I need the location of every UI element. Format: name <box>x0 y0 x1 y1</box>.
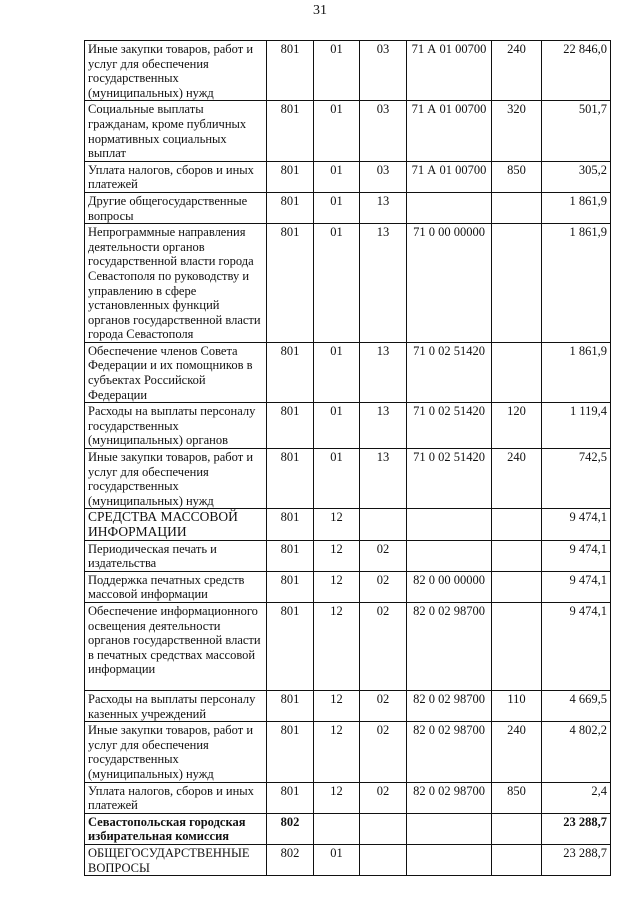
page-number: 31 <box>313 3 327 18</box>
table-row <box>85 342 611 402</box>
row-csr: 82 0 00 00000 <box>407 571 492 602</box>
row-sum: 305,2 <box>542 161 611 192</box>
row-ved: 801 <box>267 41 314 101</box>
row-csr <box>407 844 492 875</box>
row-rz: 01 <box>314 192 360 223</box>
row-pr: 02 <box>360 722 407 782</box>
row-name: Расходы на выплаты персоналу государственных (муниципальных) органов <box>85 403 267 449</box>
row-pr: 02 <box>360 540 407 571</box>
row-rz: 12 <box>314 571 360 602</box>
row-name: СРЕДСТВА МАССОВОЙ ИНФОРМАЦИИ <box>85 509 267 540</box>
row-pr: 02 <box>360 782 407 813</box>
row-vr: 320 <box>492 101 542 161</box>
row-pr: 13 <box>360 342 407 402</box>
table-row <box>85 41 611 101</box>
row-rz: 01 <box>314 449 360 509</box>
row-rz: 12 <box>314 722 360 782</box>
row-ved: 801 <box>267 782 314 813</box>
row-rz: 12 <box>314 540 360 571</box>
row-name: Обеспечение информационного освещения деятельности органов государственной власти в печатных средствах массовой информации <box>85 602 267 690</box>
row-rz: 12 <box>314 602 360 690</box>
budget-table <box>84 40 611 876</box>
row-name: Обеспечение членов Совета Федерации и их помощников в субъектах Российской Федерации <box>85 342 267 402</box>
row-csr: 71 0 02 51420 <box>407 403 492 449</box>
row-name: Иные закупки товаров, работ и услуг для обеспечения государственных (муниципальных) нужд <box>85 41 267 101</box>
row-pr: 02 <box>360 571 407 602</box>
row-csr: 82 0 02 98700 <box>407 690 492 721</box>
table-row <box>85 192 611 223</box>
row-sum: 4 802,2 <box>542 722 611 782</box>
row-sum: 22 846,0 <box>542 41 611 101</box>
row-rz: 01 <box>314 342 360 402</box>
table-row <box>85 101 611 161</box>
row-sum: 1 861,9 <box>542 192 611 223</box>
row-ved: 801 <box>267 192 314 223</box>
row-vr <box>492 571 542 602</box>
row-vr <box>492 813 542 844</box>
table-row <box>85 540 611 571</box>
row-pr: 02 <box>360 602 407 690</box>
row-pr: 02 <box>360 690 407 721</box>
row-csr: 71 0 02 51420 <box>407 342 492 402</box>
table-row <box>85 722 611 782</box>
row-sum: 9 474,1 <box>542 509 611 540</box>
row-csr: 82 0 02 98700 <box>407 782 492 813</box>
table-row <box>85 224 611 343</box>
table-row <box>85 403 611 449</box>
row-name: Расходы на выплаты персоналу казенных учреждений <box>85 690 267 721</box>
row-vr: 240 <box>492 722 542 782</box>
row-ved: 802 <box>267 844 314 875</box>
row-name: Уплата налогов, сборов и иных платежей <box>85 161 267 192</box>
row-name: ОБЩЕГОСУДАРСТВЕННЫЕ ВОПРОСЫ <box>85 844 267 875</box>
row-vr <box>492 602 542 690</box>
row-pr: 03 <box>360 161 407 192</box>
row-csr: 71 А 01 00700 <box>407 161 492 192</box>
table-row <box>85 782 611 813</box>
row-pr: 03 <box>360 101 407 161</box>
row-vr: 240 <box>492 41 542 101</box>
row-vr: 850 <box>492 782 542 813</box>
row-name: Другие общегосударственные вопросы <box>85 192 267 223</box>
row-sum: 1 861,9 <box>542 342 611 402</box>
row-name: Поддержка печатных средств массовой информации <box>85 571 267 602</box>
row-pr: 13 <box>360 224 407 343</box>
row-rz: 12 <box>314 509 360 540</box>
row-csr <box>407 192 492 223</box>
row-sum: 23 288,7 <box>542 813 611 844</box>
row-rz: 01 <box>314 844 360 875</box>
row-ved: 802 <box>267 813 314 844</box>
row-sum: 23 288,7 <box>542 844 611 875</box>
row-csr: 71 А 01 00700 <box>407 41 492 101</box>
row-vr <box>492 192 542 223</box>
row-csr <box>407 813 492 844</box>
table-row <box>85 509 611 540</box>
table-row <box>85 690 611 721</box>
row-ved: 801 <box>267 161 314 192</box>
table-row <box>85 571 611 602</box>
row-rz: 01 <box>314 403 360 449</box>
row-vr <box>492 540 542 571</box>
row-name: Севастопольская городская избирательная комиссия <box>85 813 267 844</box>
row-sum: 1 119,4 <box>542 403 611 449</box>
row-ved: 801 <box>267 571 314 602</box>
row-rz <box>314 813 360 844</box>
row-rz: 12 <box>314 690 360 721</box>
row-csr: 71 0 02 51420 <box>407 449 492 509</box>
row-vr <box>492 509 542 540</box>
row-name: Уплата налогов, сборов и иных платежей <box>85 782 267 813</box>
row-pr <box>360 844 407 875</box>
row-name: Иные закупки товаров, работ и услуг для обеспечения государственных (муниципальных) нужд <box>85 449 267 509</box>
row-sum: 2,4 <box>542 782 611 813</box>
row-rz: 01 <box>314 101 360 161</box>
row-sum: 9 474,1 <box>542 540 611 571</box>
row-csr <box>407 509 492 540</box>
table-row <box>85 449 611 509</box>
row-rz: 12 <box>314 782 360 813</box>
row-csr: 71 0 00 00000 <box>407 224 492 343</box>
row-ved: 801 <box>267 403 314 449</box>
row-sum: 501,7 <box>542 101 611 161</box>
row-pr: 03 <box>360 41 407 101</box>
row-ved: 801 <box>267 509 314 540</box>
table-row <box>85 844 611 875</box>
row-sum: 9 474,1 <box>542 602 611 690</box>
row-pr: 13 <box>360 192 407 223</box>
row-ved: 801 <box>267 540 314 571</box>
row-sum: 1 861,9 <box>542 224 611 343</box>
row-pr: 13 <box>360 449 407 509</box>
row-vr <box>492 224 542 343</box>
row-pr <box>360 813 407 844</box>
row-name: Иные закупки товаров, работ и услуг для обеспечения государственных (муниципальных) нужд <box>85 722 267 782</box>
row-vr: 110 <box>492 690 542 721</box>
row-sum: 742,5 <box>542 449 611 509</box>
row-ved: 801 <box>267 722 314 782</box>
table-row <box>85 813 611 844</box>
row-name: Непрограммные направления деятельности органов государственной власти города Севастополя по руководству и управлению в сфере установленных функций органов государственной власти города Севастополя <box>85 224 267 343</box>
table-row <box>85 602 611 690</box>
row-ved: 801 <box>267 602 314 690</box>
row-ved: 801 <box>267 449 314 509</box>
row-csr: 82 0 02 98700 <box>407 722 492 782</box>
row-ved: 801 <box>267 224 314 343</box>
row-vr <box>492 844 542 875</box>
row-vr: 850 <box>492 161 542 192</box>
row-sum: 9 474,1 <box>542 571 611 602</box>
row-name: Периодическая печать и издательства <box>85 540 267 571</box>
row-ved: 801 <box>267 690 314 721</box>
row-csr: 82 0 02 98700 <box>407 602 492 690</box>
row-vr: 120 <box>492 403 542 449</box>
row-rz: 01 <box>314 161 360 192</box>
row-name: Социальные выплаты гражданам, кроме публичных нормативных социальных выплат <box>85 101 267 161</box>
row-pr <box>360 509 407 540</box>
row-vr: 240 <box>492 449 542 509</box>
row-csr <box>407 540 492 571</box>
row-ved: 801 <box>267 342 314 402</box>
row-sum: 4 669,5 <box>542 690 611 721</box>
row-rz: 01 <box>314 224 360 343</box>
row-pr: 13 <box>360 403 407 449</box>
row-ved: 801 <box>267 101 314 161</box>
row-rz: 01 <box>314 41 360 101</box>
row-csr: 71 А 01 00700 <box>407 101 492 161</box>
table-row <box>85 161 611 192</box>
row-vr <box>492 342 542 402</box>
